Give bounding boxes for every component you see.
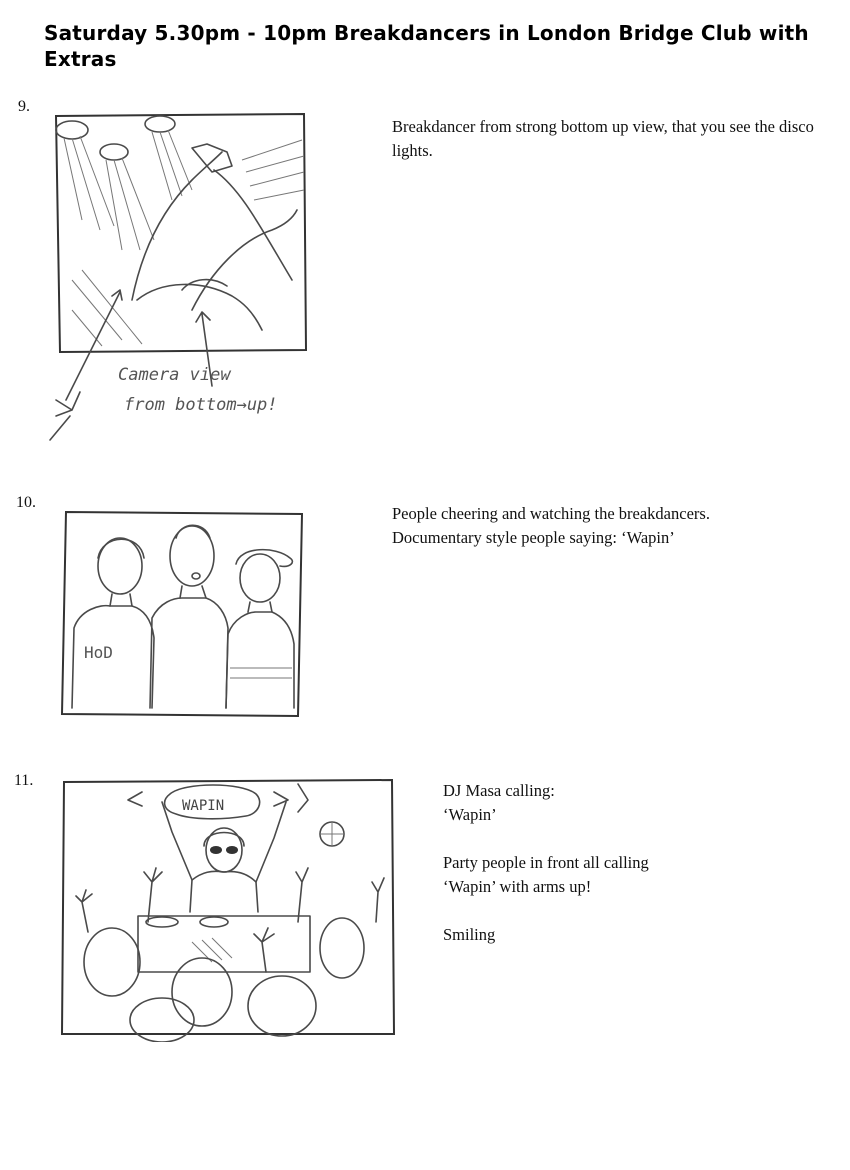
svg-text:WAPIN: WAPIN <box>182 798 225 814</box>
shot-number: 11. <box>14 772 34 789</box>
svg-text:HoD: HoD <box>84 643 113 662</box>
shot-number: 9. <box>18 98 30 115</box>
shot-description: People cheering and watching the breakdancers. Documentary style people saying: ‘Wapin’ <box>392 504 710 547</box>
shot-description: Breakdancer from strong bottom up view, that you see the disco lights. <box>392 117 814 160</box>
people-cheering-sketch <box>50 498 312 728</box>
breakdancer-bottom-up-sketch <box>42 100 348 464</box>
page-title: Saturday 5.30pm - 10pm Breakdancers in London Bridge Club with Extras <box>44 21 809 71</box>
svg-text:Camera view: Camera view <box>118 365 231 385</box>
shot-description: DJ Masa calling: ‘Wapin’ Party people in front all calling ‘Wapin’ with arms up! Smiling <box>443 781 649 944</box>
shot-number: 10. <box>16 494 36 511</box>
dj-masa-crowd-sketch <box>52 772 402 1042</box>
svg-text:from bottom→up!: from bottom→up! <box>124 395 278 415</box>
